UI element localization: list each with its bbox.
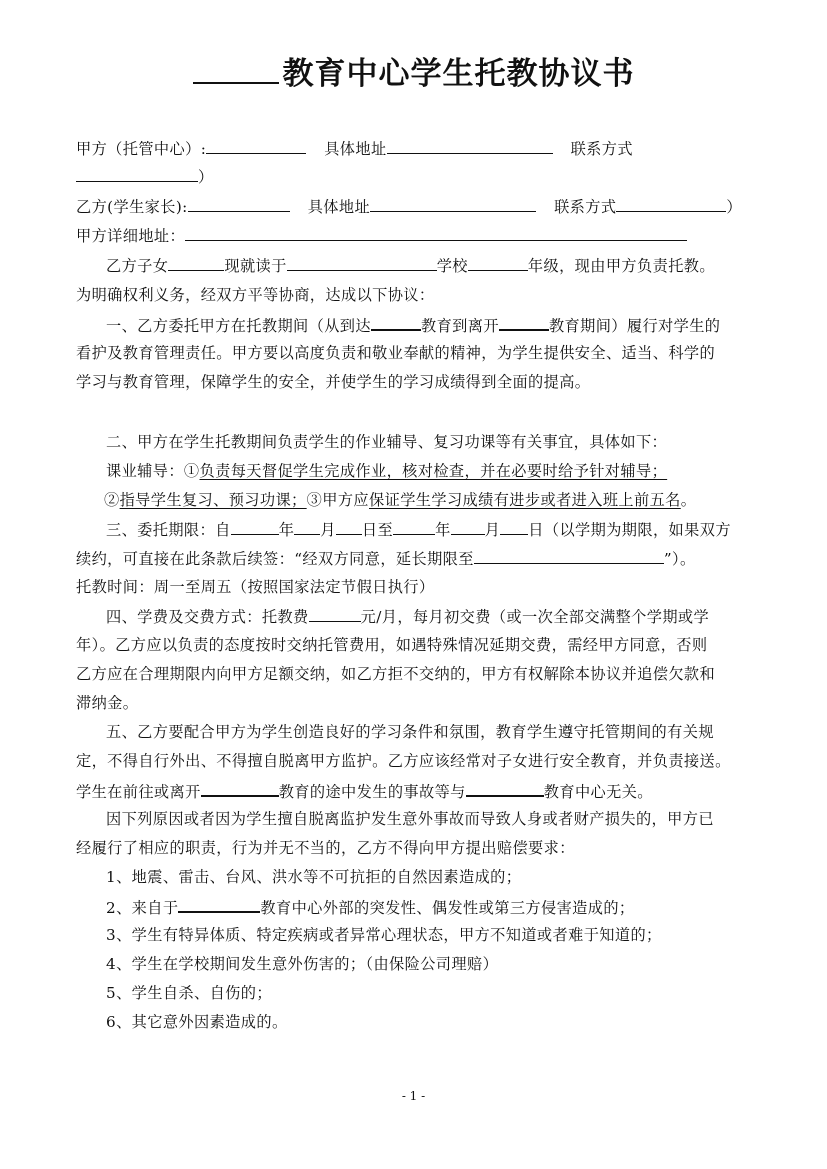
extension-blank	[474, 548, 664, 564]
document-title	[0, 48, 827, 93]
exemption-item: 5、学生自杀、自伤的；	[106, 984, 272, 1002]
school-blank	[287, 255, 437, 271]
party-a-contact-line: ）	[76, 166, 766, 187]
exemption-item: 6、其它意外因素造成的。	[106, 1013, 288, 1031]
intro-line-2: 为明确权利义务，经双方平等协商，达成以下协议：	[76, 286, 435, 304]
arrive-blank	[371, 314, 421, 331]
grade-blank	[468, 255, 528, 271]
section-5-line-1: 五、乙方要配合甲方为学生创造良好的学习条件和氛围，教育学生遵守托管期间的有关规	[106, 723, 714, 741]
detail-address-line: 甲方详细地址：	[76, 225, 766, 246]
section-4-line-4: 滞纳金。	[76, 694, 139, 712]
party-b-line: 乙方(学生家长): 具体地址 联系方式 ）	[76, 198, 743, 216]
exemption-line-1: 因下列原因或者因为学生擅自脱离监护发生意外事故而导致人身或者财产损失的，甲方已	[106, 810, 714, 828]
leave-blank	[499, 314, 549, 331]
fee-blank	[309, 606, 361, 622]
title-text: 教育中心学生托教协议书	[282, 56, 635, 92]
section-2-line-3: ②指导学生复习、预习功课；③甲方应保证学生学习成绩有进步或者进入班上前五名。	[104, 491, 697, 509]
party-a-line: 甲方（托管中心）: 具体地址 联系方式	[76, 140, 633, 158]
exemption-item: 3、学生有特异体质、特定疾病或者异常心理状态，甲方不知道或者难于知道的；	[106, 926, 662, 944]
party-b-name-blank	[188, 196, 290, 212]
section-1-line-1: 一、乙方委托甲方在托教期间（从到达 教育到离开 教育期间）履行对学生的	[76, 314, 796, 336]
party-a-address-blank	[387, 138, 553, 154]
section-1-line-3: 学习与教育管理，保障学生的安全，并使学生的学习成绩得到全面的提高。	[76, 373, 591, 391]
section-4-line-3: 乙方应在合理期限内向甲方足额交纳，如乙方拒不交纳的，甲方有权解除本协议并追偿欠款和	[76, 665, 716, 683]
title-blank	[193, 54, 279, 84]
section-4-line-2: 年）。乙方应以负责的态度按时交纳托管费用，如遇特殊情况延期交费，需经甲方同意，否则	[76, 636, 708, 654]
child-name-blank	[168, 255, 224, 271]
section-5-line-2: 定，不得自行外出、不得擅自脱离甲方监护。乙方应该经常对子女进行安全教育，并负责接送。	[76, 752, 731, 770]
party-a-name-blank	[206, 138, 306, 154]
exemption-item-2: 2、来自于 教育中心外部的突发性、偶发性或第三方侵害造成的；	[76, 896, 796, 918]
section-2-line-2: 课业辅导：①负责每天督促学生完成作业，核对检查，并在必要时给予针对辅导；	[106, 462, 668, 480]
section-3-line-1: 三、委托期限：自 年 月 日至 年 月 日（以学期为期限，如果双方	[106, 521, 731, 539]
party-b-contact-blank	[616, 196, 726, 212]
page-number: - 1 -	[401, 1089, 426, 1103]
party-b-address-blank	[370, 196, 536, 212]
exemption-item: 1、地震、雷击、台风、洪水等不可抗拒的自然因素造成的；	[106, 868, 522, 886]
detail-address-blank	[185, 225, 687, 241]
section-5-line-3: 学生在前往或离开 教育的途中发生的事故等与 教育中心无关。	[76, 780, 766, 802]
party-a-contact-blank	[76, 166, 198, 182]
section-1-line-2: 看护及教育管理责任。甲方要以高度负责和敬业奉献的精神，为学生提供安全、适当、科学的	[76, 344, 716, 362]
section-3-line-2: 续约，可直接在此条款后续签：“经双方同意，延长期限至 ”）。	[76, 550, 696, 568]
section-3-line-3: 托教时间：周一至周五（按照国家法定节假日执行）	[76, 578, 435, 596]
exemption-item: 4、学生在学校期间发生意外伤害的；（由保险公司理赔）	[106, 955, 499, 973]
section-4-line-1: 四、学费及交费方式：托教费 元/月，每月初交费（或一次全部交满整个学期或学	[106, 608, 710, 626]
section-2-line-1: 二、甲方在学生托教期间负责学生的作业辅导、复习功课等有关事宜，具体如下：	[106, 433, 668, 451]
intro-line-1: 乙方子女 现就读于 学校 年级，现由甲方负责托教。	[106, 257, 715, 275]
exemption-line-2: 经履行了相应的职责，行为并无不当的，乙方不得向甲方提出赔偿要求：	[76, 839, 575, 857]
